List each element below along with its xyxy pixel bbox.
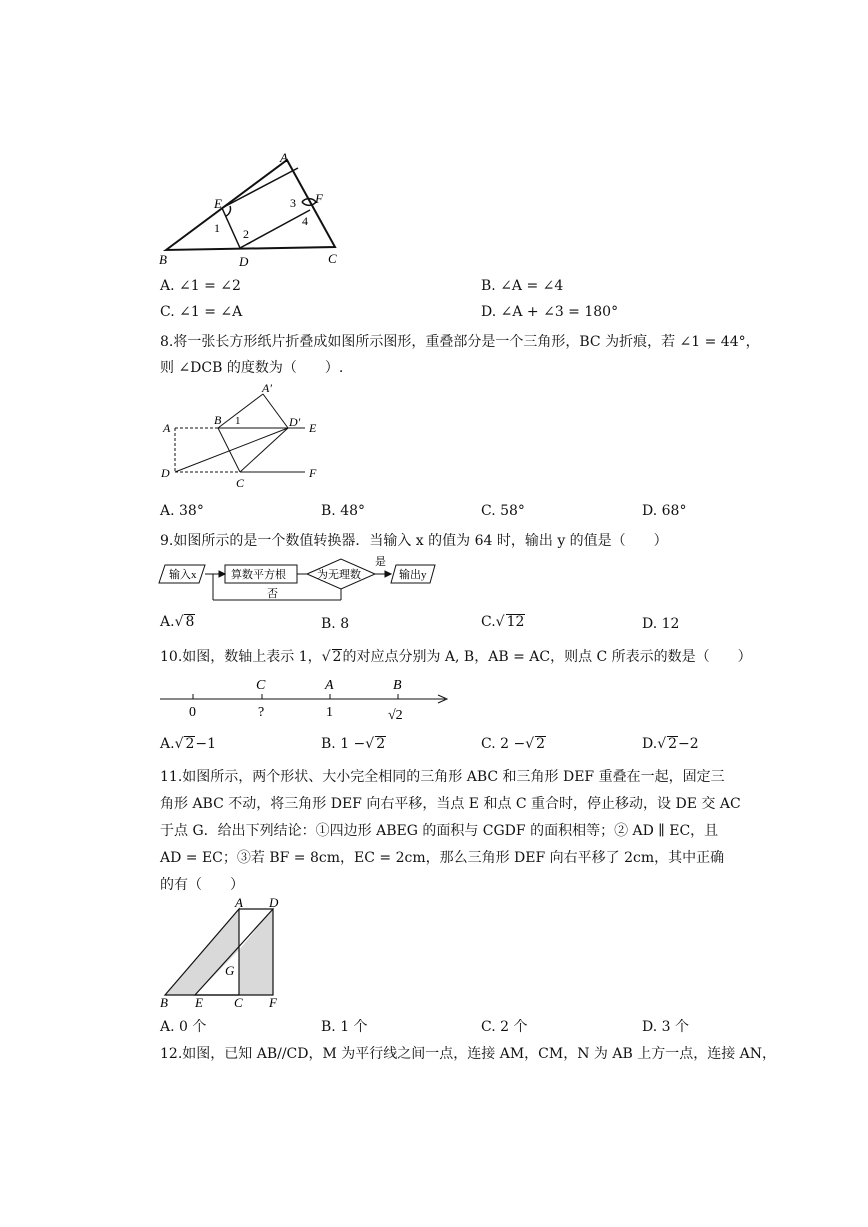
q7-label-4: 4 [302,214,308,228]
q10-number-line [155,672,455,727]
q7-label-3: 3 [290,196,296,210]
q11-option-d: D. 3 个 [642,1019,689,1035]
q9-flow-input: 输入x [169,569,197,581]
q10-option-b-radicand: 2 [376,736,386,752]
q10-stem-line1 [160,646,752,666]
q10-option-d [642,736,699,752]
q9-option-c-prefix: C. [481,614,496,630]
q7-label-2: 2 [243,227,249,241]
q8-label-E: E [309,421,317,435]
q8-option-b: B. 48° [321,503,366,519]
q8-label-A: A [163,421,171,435]
q9-option-c [481,614,525,630]
q11-label-E: E [195,995,203,1010]
q7-label-C: C [328,251,337,266]
q10-option-b-prefix: B. 1 − [321,736,366,752]
q10-tick-1: 1 [326,705,333,720]
q11-stem-line2: 角形 ABC 不动，将三角形 DEF 向右平移，当点 E 和点 C 重合时，停止移动，设 DE 交 AC [160,796,741,812]
q10-option-c [481,736,546,752]
q11-label-G: G [225,963,235,978]
q10-stem-part2: 的对应点分别为 A, B，AB = AC，则点 C 所表示的数是（ ） [342,649,752,665]
q9-option-a-prefix: A. [160,614,175,630]
q9-option-b: B. 8 [321,616,350,632]
q11-option-a: A. 0 个 [160,1019,207,1035]
q10-stem-radical: √ 2 [321,649,342,665]
q12-stem-line1: 12.如图，已知 AB//CD，M 为平行线之间一点，连接 AM，CM，N 为 AB 上方一点，连接 AN， [160,1046,777,1062]
q7-label-E: E [214,196,222,211]
q8-option-d: D. 68° [642,503,687,519]
q10-option-d-radical: √ 2 [657,736,678,752]
q9-flow-decision: 为无理数 [317,569,361,581]
q8-label-D: D [161,466,170,480]
q7-option-d: D. ∠A + ∠3 = 180° [481,304,619,320]
q7-label-1: 1 [214,221,220,235]
q7-option-c: C. ∠1 = ∠A [160,304,243,320]
q9-option-a-radical: √ 8 [174,614,195,630]
q10-option-b [321,736,386,752]
q9-option-a-radicand: 8 [185,614,195,630]
q8-label-F: F [309,466,317,480]
q9-flow-yes: 是 [375,556,386,568]
q9-option-c-radicand: 12 [506,614,525,630]
q11-stem-line3: 于点 G．给出下列结论：①四边形 ABEG 的面积与 CGDF 的面积相等；② AD ∥ EC，且 [160,823,719,839]
q8-label-1: 1 [235,415,241,427]
q10-option-b-radical: √ 2 [365,736,386,752]
q10-option-a-radical: √ 2 [174,736,195,752]
q11-label-D: D [269,895,279,910]
q9-option-a [160,614,195,630]
q10-option-a-prefix: A. [160,736,175,752]
q10-stem-radicand: 2 [332,649,342,665]
q7-label-A: A [280,150,288,165]
q11-label-C: C [234,995,243,1010]
q10-option-c-radicand: 2 [536,736,546,752]
q10-point-C: C [256,678,266,693]
q9-flowchart [155,553,445,608]
q8-label-B: B [214,413,222,427]
q10-option-c-prefix: C. 2 − [481,736,526,752]
q7-figure [150,150,350,270]
q8-stem-line2: 则 ∠DCB 的度数为（ ）. [160,360,344,376]
q7-label-B: B [159,252,167,267]
q10-tick-unknown: ? [258,705,265,720]
q10-tick-0: 0 [189,705,196,720]
q7-option-b: B. ∠A = ∠4 [481,278,564,294]
q8-label-C: C [236,476,245,490]
q11-stem-line4: AD = EC；③若 BF = 8cm，EC = 2cm，那么三角形 DEF 向右平移了 2cm，其中正确 [160,850,725,866]
q10-option-d-radicand: 2 [668,736,678,752]
q10-option-d-prefix: D. [642,736,658,752]
q10-tick-sqrt2: √2 [388,708,403,723]
q7-option-a: A. ∠1 = ∠2 [160,278,241,294]
q9-flow-no: 否 [267,588,278,600]
q8-label-Dp: D′ [289,415,301,429]
q8-stem-line1: 8.将一张长方形纸片折叠成如图所示图形，重叠部分是一个三角形，BC 为折痕，若 ∠1 = 44°， [160,334,760,350]
q10-option-d-suffix: −2 [678,736,699,752]
q11-figure [155,895,295,1010]
q10-option-a [160,736,216,752]
q11-stem-line5: 的有（ ） [160,877,244,893]
q9-option-d: D. 12 [642,616,680,632]
q10-point-B: B [393,678,402,693]
q7-label-D: D [239,254,249,269]
q9-flow-sqrt: 算数平方根 [231,569,286,581]
q11-option-b: B. 1 个 [321,1019,368,1035]
q11-label-B: B [160,995,168,1010]
q8-figure [155,382,335,492]
q7-label-F: F [315,191,323,206]
q8-option-a: A. 38° [160,503,204,519]
q9-stem-line1: 9.如图所示的是一个数值转换器．当输入 x 的值为 64 时，输出 y 的值是（ ） [160,533,668,549]
q11-stem-line1: 11.如图所示，两个形状、大小完全相同的三角形 ABC 和三角形 DEF 重叠在一起，固定三 [160,769,725,785]
q11-label-A: A [235,895,243,910]
q10-point-A: A [325,678,334,693]
q11-label-F: F [269,995,277,1010]
q9-option-c-radical: √ 12 [495,614,525,630]
q8-option-c: C. 58° [481,503,525,519]
q10-option-a-suffix: −1 [195,736,217,752]
q10-stem-part1: 10.如图，数轴上表示 1， [160,649,322,665]
q10-option-a-radicand: 2 [185,736,195,752]
q10-option-c-radical: √ 2 [525,736,546,752]
q9-flow-output: 输出y [399,569,427,581]
q8-label-Ap: A′ [262,382,272,395]
q11-option-c: C. 2 个 [481,1019,528,1035]
